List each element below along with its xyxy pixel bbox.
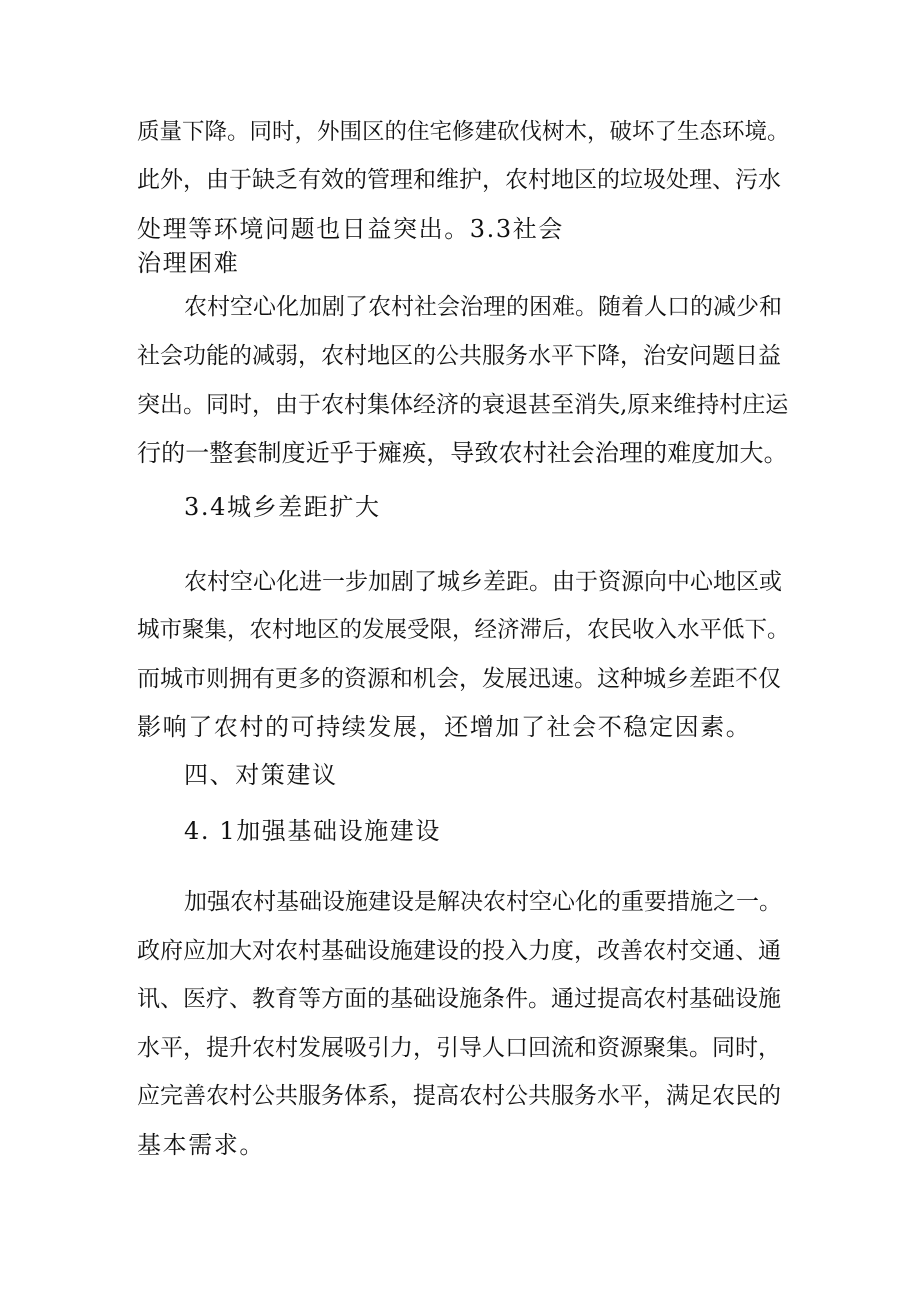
section-heading-4-1: 4. 1加强基础设施建设 xyxy=(184,817,441,845)
paragraph-line: 政府应加大对农村基础设施建设的投入力度，改善农村交通、通 xyxy=(137,938,781,964)
section-heading-4: 四、对策建议 xyxy=(184,761,338,789)
paragraph-line: 质量下降。同时，外围区的住宅修建砍伐树木，破坏了生态环境。 xyxy=(137,119,790,145)
paragraph-line: 影响了农村的可持续发展，还增加了社会不稳定因素。 xyxy=(137,713,752,741)
paragraph-line: 基本需求。 xyxy=(137,1131,265,1159)
paragraph-line: 讯、医疗、教育等方面的基础设施条件。通过提高农村基础设施 xyxy=(137,986,781,1012)
section-heading-3-3-tail: 治理困难 xyxy=(137,249,240,277)
paragraph-line: 突出。同时，由于农村集体经济的衰退甚至消失,原来维持村庄运 xyxy=(137,392,789,418)
paragraph-line: 加强农村基础设施建设是解决农村空心化的重要措施之一。 xyxy=(184,889,782,915)
paragraph-line: 社会功能的减弱，农村地区的公共服务水平下降，治安问题日益 xyxy=(137,343,781,369)
paragraph-line: 行的一整套制度近乎于瘫痪，导致农村社会治理的难度加大。 xyxy=(137,439,788,467)
paragraph-line: 处理等环境问题也日益突出。3.3社会 xyxy=(137,215,564,243)
paragraph-line: 此外，由于缺乏有效的管理和维护，农村地区的垃圾处理、污水 xyxy=(137,167,781,193)
paragraph-line: 而城市则拥有更多的资源和机会，发展迅速。这种城乡差距不仅 xyxy=(137,666,781,692)
section-heading-3-4: 3.4城乡差距扩大 xyxy=(184,493,381,521)
paragraph-line: 农村空心化加剧了农村社会治理的困难。随着人口的减少和 xyxy=(184,294,782,320)
paragraph-line: 农村空心化进一步加剧了城乡差距。由于资源向中心地区或 xyxy=(184,569,782,595)
paragraph-line: 应完善农村公共服务体系，提高农村公共服务水平，满足农民的 xyxy=(137,1083,781,1109)
paragraph-line: 城市聚集，农村地区的发展受限，经济滞后，农民收入水平低下。 xyxy=(137,617,790,643)
paragraph-line: 水平，提升农村发展吸引力，引导人口回流和资源聚集。同时， xyxy=(137,1035,781,1061)
